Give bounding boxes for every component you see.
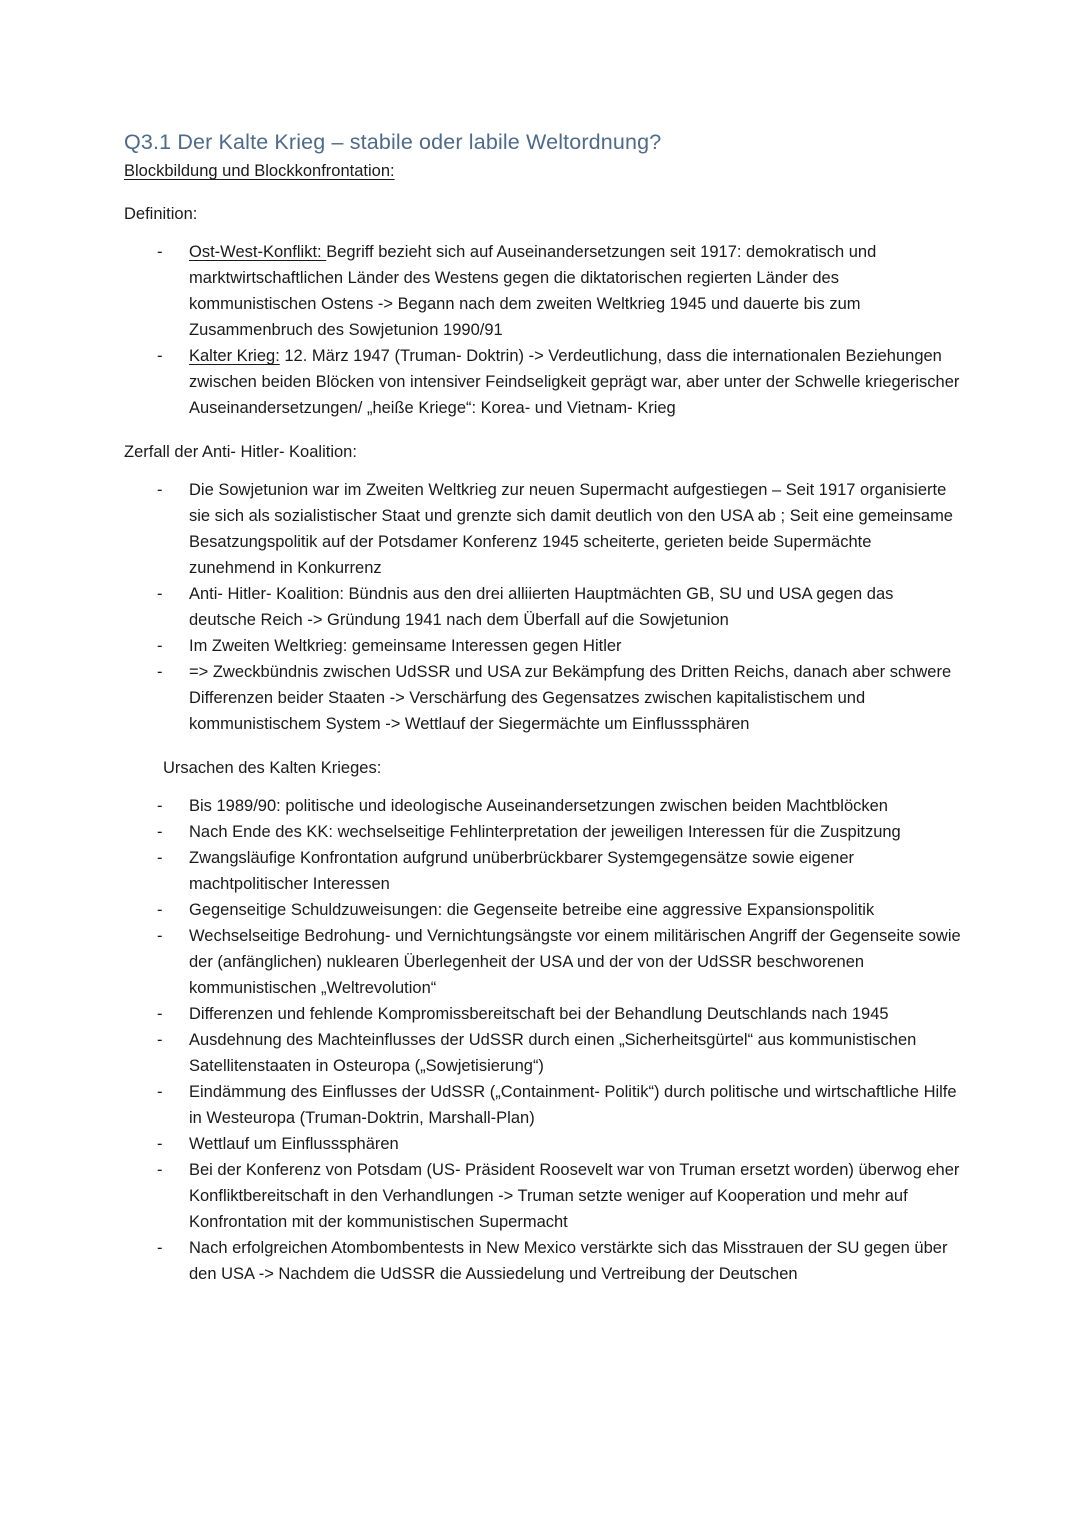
list-item-text: Anti- Hitler- Koalition: Bündnis aus den drei alliierten Hauptmächten GB, SU und USA gegen das deutsche Reich -> Gründung 1941 nach dem Überfall auf die Sowjetunion [189,585,894,629]
spacer [124,421,962,439]
list-item [124,239,962,343]
list-item-text: Die Sowjetunion war im Zweiten Weltkrieg zur neuen Supermacht aufgestiegen – Seit 1917 organisierte sie sich als sozialistischer Staat und grenzte sich damit deutlich von den USA ab ; Seit eine gemeinsame Besatzungspolitik auf der Potsdamer Konferenz 1945 scheiterte, gerieten beide Supermächte zunehmend in Konkurrenz [189,481,953,577]
list-item-lead: Ost-West-Konflikt: [189,243,327,261]
definition-bullet-list [124,239,962,421]
list-item [124,343,962,421]
list-item-text: Ausdehnung des Machteinflusses der UdSSR durch einen „Sicherheitsgürtel“ aus kommunistischen Satellitenstaaten in Osteuropa („Sowjetisierung“) [189,1031,917,1075]
list-item-text: Eindämmung des Einflusses der UdSSR („Containment- Politik“) durch politische und wirtschaftliche Hilfe in Westeuropa (Truman-Doktrin, Marshall-Plan) [189,1083,957,1127]
list-item [124,581,962,633]
list-item-text: Zwangsläufige Konfrontation aufgrund unüberbrückbarer Systemgegensätze sowie eigener machtpolitischer Interessen [189,849,854,893]
spacer [124,465,962,477]
zerfall-bullet-list [124,477,962,737]
spacer [124,737,962,755]
list-item [124,1235,962,1287]
list-item [124,1079,962,1131]
list-item [124,633,962,659]
list-item [124,793,962,819]
document-content [124,128,962,1287]
ursachen-heading: Ursachen des Kalten Krieges: [163,759,382,777]
list-item-text: Begriff bezieht sich auf Auseinandersetzungen seit 1917: demokratisch und marktwirtschaftlichen Länder des Westens gegen die diktatorischen regierten Länder des kommunistischen Ostens -> Begann nach dem zweiten Weltkrieg 1945 und dauerte bis zum Zusammenbruch des Sowjetunion 1990/91 [189,243,877,339]
list-item-text: Wechselseitige Bedrohung- und Vernichtungsängste vor einem militärischen Angriff der Gegenseite sowie der (anfänglichen) nuklearen Überlegenheit der USA und der von der UdSSR beschworenen kommunistischen „Weltrevolution“ [189,927,961,997]
list-item-text: Differenzen und fehlende Kompromissbereitschaft bei der Behandlung Deutschlands nach 1945 [189,1005,889,1023]
list-item-lead: Kalter Krieg: [189,347,280,365]
spacer [124,781,962,793]
page-title: Q3.1 Der Kalte Krieg – stabile oder labile Weltordnung? [124,130,662,154]
list-item [124,923,962,1001]
list-item [124,477,962,581]
list-item [124,1027,962,1079]
zerfall-heading: Zerfall der Anti- Hitler- Koalition: [124,443,357,461]
list-item [124,819,962,845]
ursachen-bullet-list [124,793,962,1287]
list-item [124,1001,962,1027]
list-item [124,659,962,737]
list-item [124,897,962,923]
list-item [124,1131,962,1157]
spacer [124,227,962,239]
section-heading [124,159,962,183]
list-item [124,1157,962,1235]
list-item-text: Bei der Konferenz von Potsdam (US- Präsident Roosevelt war von Truman ersetzt worden) überwog eher Konfliktbereitschaft in den Verhandlungen -> Truman setzte weniger auf Kooperation und mehr auf Konfrontation mit der kommunistischen Supermacht [189,1161,960,1231]
list-item-text: 12. März 1947 (Truman- Doktrin) -> Verdeutlichung, dass die internationalen Beziehungen zwischen beiden Blöcken von intensiver Feindseligkeit geprägt war, aber unter der Schwelle kriegerischer Auseinandersetzungen/ „heiße Kriege“: Korea- und Vietnam- Krieg [189,347,960,417]
section-heading-text: Blockbildung und Blockkonfrontation: [124,162,395,180]
list-item-text: Bis 1989/90: politische und ideologische Auseinandersetzungen zwischen beiden Machtblöcken [189,797,888,815]
list-item-text: => Zweckbündnis zwischen UdSSR und USA zur Bekämpfung des Dritten Reichs, danach aber schwere Differenzen beider Staaten -> Verschärfung des Gegensatzes zwischen kapitalistischem und kommunistischem System -> Wettlauf der Siegermächte um Einflusssphären [189,663,952,733]
list-item-text: Gegenseitige Schuldzuweisungen: die Gegenseite betreibe eine aggressive Expansionspolitik [189,901,875,919]
definition-label: Definition: [124,205,198,223]
list-item-text: Wettlauf um Einflusssphären [189,1135,399,1153]
list-item [124,845,962,897]
spacer [124,183,962,201]
list-item-text: Nach Ende des KK: wechselseitige Fehlinterpretation der jeweiligen Interessen für die Zuspitzung [189,823,901,841]
list-item-text: Nach erfolgreichen Atombombentests in New Mexico verstärkte sich das Misstrauen der SU gegen über den USA -> Nachdem die UdSSR die Aussiedelung und Vertreibung der Deutschen [189,1239,948,1283]
list-item-text: Im Zweiten Weltkrieg: gemeinsame Interessen gegen Hitler [189,637,622,655]
